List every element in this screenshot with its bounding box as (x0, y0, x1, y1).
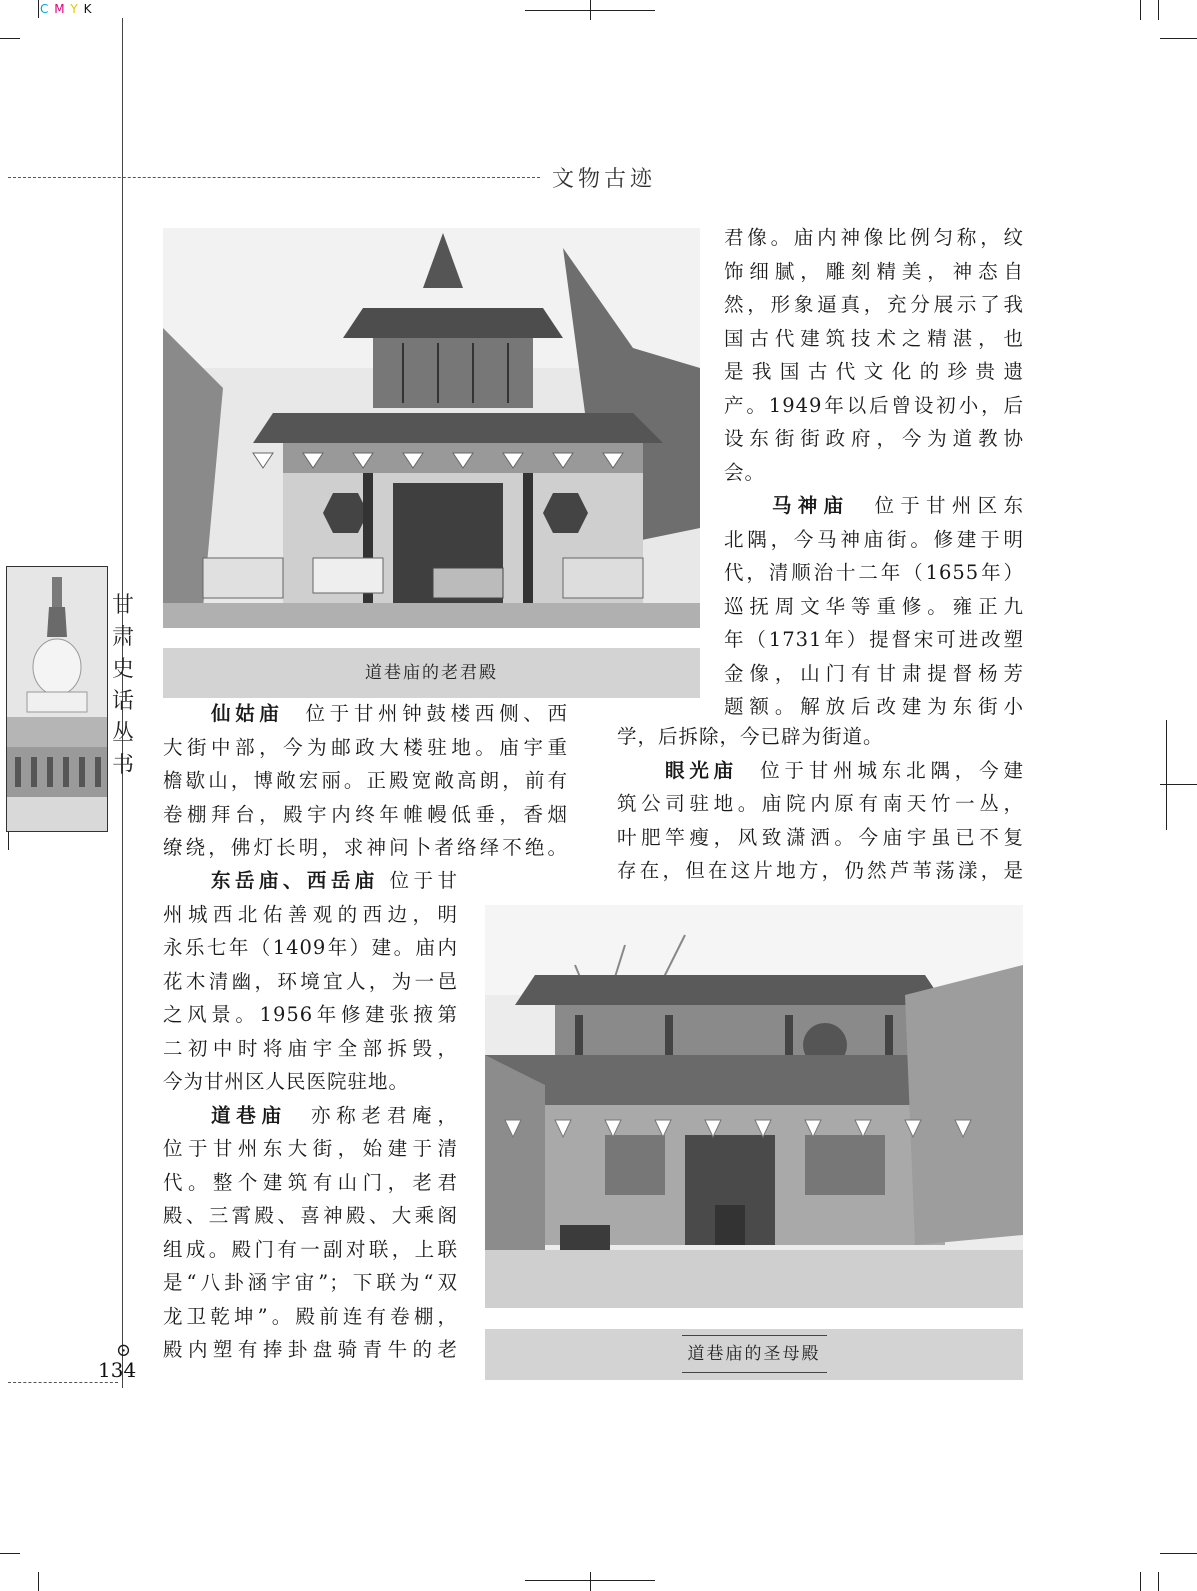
text-line: 君像。庙内神像比例匀称，纹 (724, 226, 1024, 249)
cmyk-color-bar (40, 2, 92, 16)
text-line: 二初中时将庙宇全部拆毁， (163, 1036, 458, 1060)
text-line: 永乐七年（1409年）建。庙内 (163, 936, 458, 959)
text-line: 设东街街政府，今为道教协 (724, 427, 1024, 450)
xiangu-heading: 仙姑庙 (211, 702, 284, 725)
text-line: 殿、三霄殿、喜神殿、大乘阁 (163, 1204, 458, 1227)
header-rule (8, 177, 540, 178)
crop-mark (1158, 0, 1159, 20)
series-char: 肃 (111, 625, 134, 650)
text-line: 缭绕，佛灯长明，求神问卜者络绎不绝。 (163, 836, 568, 859)
dongyue-first-line (163, 864, 458, 898)
series-char: 史 (111, 657, 134, 682)
text-line: 组成。殿门有一副对联，上联 (163, 1237, 458, 1261)
text-line: 年（1731年）提督宋可进改塑 (724, 628, 1024, 651)
text-line: 是“八卦涵宇宙”；下联为“双 (163, 1271, 458, 1294)
top-figure-caption: 道巷庙的老君殿 (365, 663, 498, 683)
mashen-heading: 马神庙 (772, 494, 850, 517)
text-line: 亦称老君庵， (310, 1103, 458, 1127)
crop-mark (1160, 1553, 1197, 1554)
xiangu-paragraph (163, 697, 568, 865)
text-line: 今为甘州区人民医院驻地。 (163, 1070, 410, 1093)
text-line: 巡抚周文华等重修。雍正九 (724, 594, 1024, 618)
series-char: 丛 (111, 721, 134, 746)
text-line: 殿内塑有捧卦盘骑青牛的老 (163, 1338, 458, 1361)
text-line: 檐歇山，博敞宏丽。正殿宽敞高朗，前有 (163, 769, 568, 792)
crop-mark (590, 1572, 591, 1591)
crop-mark (590, 0, 591, 20)
text-line: 位于甘 (389, 869, 458, 892)
series-char: 书 (111, 753, 134, 778)
mashen-first-line (724, 489, 1024, 523)
cmyk-m: M (54, 2, 66, 16)
laojun-hall-photo (163, 228, 700, 628)
text-line: 位于甘州区东 (874, 494, 1024, 517)
text-line: 龙卫乾坤”。殿前连有卷棚， (163, 1304, 458, 1328)
text-line: 之风景。1956年修建张掖第 (163, 1003, 458, 1026)
crop-mark (1140, 1572, 1141, 1591)
text-line: 题额。解放后改建为东街小 (724, 695, 1024, 718)
cmyk-k: K (83, 2, 93, 16)
text-line: 花木清幽，环境宜人，为一邑 (163, 969, 458, 993)
left-lower-column (163, 864, 458, 1367)
dongyue-heading: 东岳庙、西岳庙 (211, 869, 379, 892)
text-line: 存在，但在这片地方，仍然芦苇荡漾，是 (617, 859, 1024, 882)
series-title (108, 590, 138, 782)
text-line: 叶肥竿瘦，风致潇洒。今庙宇虽已不复 (617, 825, 1024, 849)
text-line: 位于甘州城东北隅，今建 (760, 758, 1024, 782)
yanguang-paragraph (617, 720, 1024, 888)
crop-mark (1158, 1572, 1159, 1591)
series-char: 话 (111, 689, 134, 714)
crop-mark (1160, 38, 1197, 39)
crop-mark (1166, 720, 1167, 830)
daoxiang-heading: 道巷庙 (211, 1103, 287, 1127)
shengmu-hall-photo (485, 905, 1023, 1308)
bottom-figure-caption-box (485, 1329, 1023, 1380)
section-title: 文物古迹 (552, 167, 657, 192)
crop-mark (38, 0, 39, 18)
yanguang-heading: 眼光庙 (665, 758, 739, 782)
text-line: 位于甘州钟鼓楼西侧、西 (305, 702, 568, 725)
text-line: 大街中部，今为邮政大楼驻地。庙宇重 (163, 735, 568, 759)
text-line: 学，后拆除，今已辟为街道。 (617, 725, 884, 748)
text-line: 会。 (724, 460, 766, 484)
right-column-text (724, 221, 1024, 724)
text-line: 卷棚拜台，殿宇内终年帷幔低垂，香烟 (163, 802, 568, 826)
text-line: 位于甘州东大街，始建于清 (163, 1137, 458, 1160)
text-line: 国古代建筑技术之精湛，也 (724, 326, 1024, 350)
text-line: 州城西北佑善观的西边，明 (163, 902, 458, 926)
bottom-figure-caption: 道巷庙的圣母殿 (682, 1335, 827, 1373)
cmyk-c: C (40, 2, 50, 16)
sidebar-pagoda-image (6, 566, 108, 832)
page-number-symbol: ⊙ (116, 1340, 132, 1361)
text-line: 然，形象逼真，充分展示了我 (724, 293, 1024, 316)
crop-mark (0, 38, 20, 39)
crop-mark (1140, 0, 1141, 20)
text-line: 代。整个建筑有山门，老君 (163, 1170, 458, 1194)
text-line: 代，清顺治十二年（1655年） (724, 561, 1024, 584)
top-figure-caption-box (163, 648, 700, 698)
text-line: 筑公司驻地。庙院内原有南天竹一丛， (617, 792, 1024, 815)
series-char: 甘 (111, 593, 134, 618)
crop-mark (1160, 784, 1197, 785)
crop-mark (38, 1572, 39, 1591)
crop-mark (0, 1553, 20, 1554)
footer-rule (8, 1382, 118, 1383)
text-line: 是我国古代文化的珍贵遗 (724, 360, 1024, 383)
xiangu-first-line (163, 697, 568, 731)
text-line: 饰细腻，雕刻精美，神态自 (724, 259, 1024, 283)
text-line: 金像，山门有甘肃提督杨芳 (724, 661, 1024, 685)
page-number: 134 (98, 1358, 137, 1382)
yanguang-first-line (617, 754, 1024, 788)
daoxiang-first-line (163, 1099, 458, 1133)
text-line: 产。1949年以后曾设初小，后 (724, 393, 1024, 417)
cmyk-y: Y (70, 2, 79, 16)
text-line: 北隅，今马神庙街。修建于明 (724, 527, 1024, 551)
